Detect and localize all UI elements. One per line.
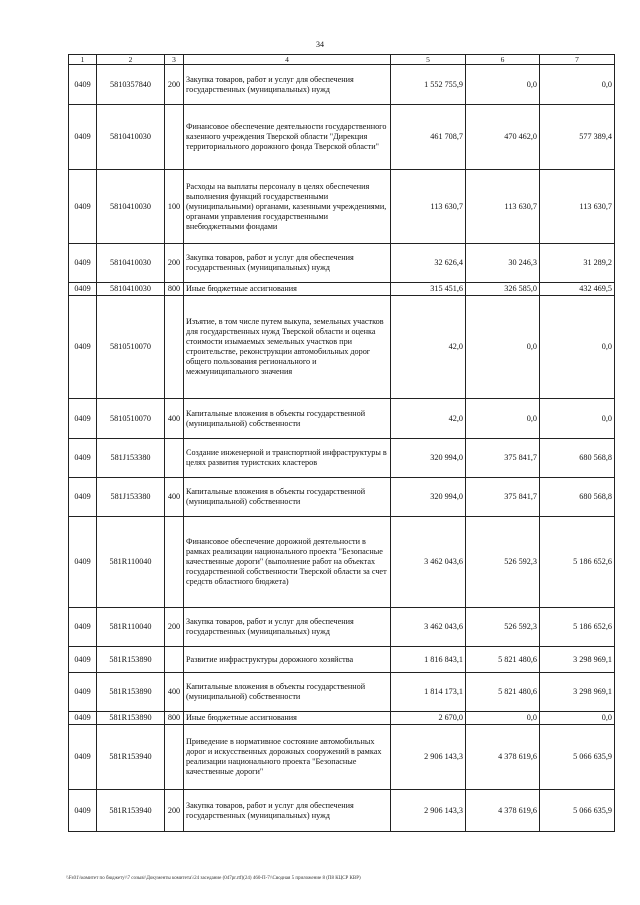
table-row <box>69 790 615 832</box>
expense-type-code <box>165 647 184 673</box>
amount-year-2: 0,0 <box>466 65 540 105</box>
table-row <box>69 517 615 608</box>
table-row <box>69 608 615 647</box>
amount-year-1: 42,0 <box>391 296 466 399</box>
amount-year-2: 5 821 480,6 <box>466 673 540 712</box>
target-article-code: 5810357840 <box>97 65 165 105</box>
amount-year-1: 320 994,0 <box>391 439 466 478</box>
target-article-code: 5810510070 <box>97 296 165 399</box>
page-number: 34 <box>316 40 324 49</box>
amount-year-3: 5 186 652,6 <box>540 517 615 608</box>
table-row <box>69 244 615 283</box>
target-article-code: 5810410030 <box>97 105 165 170</box>
section-code: 0409 <box>69 439 97 478</box>
amount-year-1: 1 816 843,1 <box>391 647 466 673</box>
amount-year-2: 375 841,7 <box>466 439 540 478</box>
expense-type-code: 400 <box>165 673 184 712</box>
amount-year-1: 1 814 173,1 <box>391 673 466 712</box>
amount-year-1: 1 552 755,9 <box>391 65 466 105</box>
amount-year-1: 113 630,7 <box>391 170 466 244</box>
amount-year-2: 113 630,7 <box>466 170 540 244</box>
item-name: Расходы на выплаты персоналу в целях обеспечения выполнения функций государственными (муниципальными) органами, казенными учреждениями, органами управления государственными внебюджетными фондами <box>184 170 391 244</box>
section-code: 0409 <box>69 790 97 832</box>
expense-type-code: 200 <box>165 790 184 832</box>
section-code: 0409 <box>69 712 97 725</box>
header-cell: 2 <box>97 55 165 65</box>
header-cell: 7 <box>540 55 615 65</box>
table-row <box>69 439 615 478</box>
expense-type-code: 200 <box>165 244 184 283</box>
target-article-code: 581R153890 <box>97 712 165 725</box>
section-code: 0409 <box>69 608 97 647</box>
amount-year-1: 2 906 143,3 <box>391 725 466 790</box>
header-cell: 6 <box>466 55 540 65</box>
amount-year-2: 0,0 <box>466 399 540 439</box>
table-row <box>69 647 615 673</box>
target-article-code: 581R153940 <box>97 725 165 790</box>
expense-type-code: 800 <box>165 712 184 725</box>
header-row <box>69 55 615 65</box>
amount-year-2: 0,0 <box>466 712 540 725</box>
header-cell: 3 <box>165 55 184 65</box>
target-article-code: 581J153380 <box>97 478 165 517</box>
item-name: Закупка товаров, работ и услуг для обеспечения государственных (муниципальных) нужд <box>184 608 391 647</box>
amount-year-2: 470 462,0 <box>466 105 540 170</box>
item-name: Иные бюджетные ассигнования <box>184 283 391 296</box>
target-article-code: 581J153380 <box>97 439 165 478</box>
target-article-code: 581R110040 <box>97 608 165 647</box>
item-name: Финансовое обеспечение деятельности государственного казенного учреждения Тверской области "Дирекция территориального дорожного фонда Тверской области" <box>184 105 391 170</box>
amount-year-1: 42,0 <box>391 399 466 439</box>
amount-year-2: 0,0 <box>466 296 540 399</box>
amount-year-1: 2 906 143,3 <box>391 790 466 832</box>
section-code: 0409 <box>69 296 97 399</box>
table-row <box>69 105 615 170</box>
target-article-code: 581R110040 <box>97 517 165 608</box>
target-article-code: 5810510070 <box>97 399 165 439</box>
expense-type-code: 200 <box>165 65 184 105</box>
table-row <box>69 725 615 790</box>
amount-year-2: 5 821 480,6 <box>466 647 540 673</box>
amount-year-3: 5 186 652,6 <box>540 608 615 647</box>
amount-year-3: 113 630,7 <box>540 170 615 244</box>
header-cell: 1 <box>69 55 97 65</box>
amount-year-1: 2 670,0 <box>391 712 466 725</box>
amount-year-3: 432 469,5 <box>540 283 615 296</box>
section-code: 0409 <box>69 673 97 712</box>
amount-year-3: 5 066 635,9 <box>540 790 615 832</box>
amount-year-3: 31 289,2 <box>540 244 615 283</box>
amount-year-2: 4 378 619,6 <box>466 790 540 832</box>
table-row <box>69 296 615 399</box>
table-row <box>69 170 615 244</box>
amount-year-1: 3 462 043,6 <box>391 517 466 608</box>
expense-type-code: 400 <box>165 399 184 439</box>
item-name: Финансовое обеспечение дорожной деятельности в рамках реализации национального проекта "Безопасные качественные дороги" (выполнение работ на объектах государственной собственности Тверской области за счет средств областного бюджета) <box>184 517 391 608</box>
amount-year-3: 680 568,8 <box>540 478 615 517</box>
amount-year-3: 3 298 969,1 <box>540 647 615 673</box>
expense-type-code: 400 <box>165 478 184 517</box>
footer-path: \\Fs01\\комитет по бюджету\\7 созыв\\Документы комитета\\24 заседание (047pr.rtf)(24) 460-П-7\\Сводная 5 приложение 8 (П8 КЦСР КВР) <box>66 876 361 881</box>
amount-year-3: 0,0 <box>540 296 615 399</box>
item-name: Иные бюджетные ассигнования <box>184 712 391 725</box>
header-cell: 5 <box>391 55 466 65</box>
amount-year-2: 526 592,3 <box>466 517 540 608</box>
amount-year-2: 326 585,0 <box>466 283 540 296</box>
section-code: 0409 <box>69 517 97 608</box>
section-code: 0409 <box>69 399 97 439</box>
expense-type-code <box>165 296 184 399</box>
amount-year-1: 32 626,4 <box>391 244 466 283</box>
item-name: Развитие инфраструктуры дорожного хозяйства <box>184 647 391 673</box>
expense-type-code <box>165 725 184 790</box>
section-code: 0409 <box>69 244 97 283</box>
item-name: Изъятие, в том числе путем выкупа, земельных участков для государственных нужд Тверской области и оценка стоимости изымаемых земельных участков при строительстве, реконструкции автомобильных дорог общего пользования регионального и межмуниципального значения <box>184 296 391 399</box>
item-name: Капитальные вложения в объекты государственной (муниципальной) собственности <box>184 673 391 712</box>
section-code: 0409 <box>69 478 97 517</box>
target-article-code: 5810410030 <box>97 244 165 283</box>
amount-year-1: 320 994,0 <box>391 478 466 517</box>
amount-year-3: 0,0 <box>540 399 615 439</box>
table-row <box>69 65 615 105</box>
header-cell: 4 <box>184 55 391 65</box>
amount-year-2: 375 841,7 <box>466 478 540 517</box>
target-article-code: 581R153940 <box>97 790 165 832</box>
table-row <box>69 283 615 296</box>
item-name: Создание инженерной и транспортной инфраструктуры в целях развития туристских кластеров <box>184 439 391 478</box>
table-row <box>69 399 615 439</box>
table-row <box>69 673 615 712</box>
target-article-code: 581R153890 <box>97 647 165 673</box>
target-article-code: 581R153890 <box>97 673 165 712</box>
table-row <box>69 712 615 725</box>
section-code: 0409 <box>69 647 97 673</box>
amount-year-2: 526 592,3 <box>466 608 540 647</box>
amount-year-3: 0,0 <box>540 712 615 725</box>
amount-year-2: 4 378 619,6 <box>466 725 540 790</box>
amount-year-1: 3 462 043,6 <box>391 608 466 647</box>
amount-year-1: 461 708,7 <box>391 105 466 170</box>
expense-type-code: 200 <box>165 608 184 647</box>
section-code: 0409 <box>69 170 97 244</box>
amount-year-3: 0,0 <box>540 65 615 105</box>
item-name: Закупка товаров, работ и услуг для обеспечения государственных (муниципальных) нужд <box>184 244 391 283</box>
table-row <box>69 478 615 517</box>
item-name: Капитальные вложения в объекты государственной (муниципальной) собственности <box>184 399 391 439</box>
item-name: Закупка товаров, работ и услуг для обеспечения государственных (муниципальных) нужд <box>184 790 391 832</box>
target-article-code: 5810410030 <box>97 170 165 244</box>
amount-year-2: 30 246,3 <box>466 244 540 283</box>
item-name: Закупка товаров, работ и услуг для обеспечения государственных (муниципальных) нужд <box>184 65 391 105</box>
amount-year-3: 680 568,8 <box>540 439 615 478</box>
expense-type-code: 800 <box>165 283 184 296</box>
expense-type-code <box>165 105 184 170</box>
expense-type-code <box>165 439 184 478</box>
amount-year-3: 3 298 969,1 <box>540 673 615 712</box>
expense-type-code: 100 <box>165 170 184 244</box>
amount-year-3: 577 389,4 <box>540 105 615 170</box>
item-name: Капитальные вложения в объекты государственной (муниципальной) собственности <box>184 478 391 517</box>
section-code: 0409 <box>69 65 97 105</box>
item-name: Приведение в нормативное состояние автомобильных дорог и искусственных дорожных сооружений в рамках реализации национального проекта "Безопасные качественные дороги" <box>184 725 391 790</box>
expense-type-code <box>165 517 184 608</box>
section-code: 0409 <box>69 725 97 790</box>
section-code: 0409 <box>69 105 97 170</box>
section-code: 0409 <box>69 283 97 296</box>
amount-year-1: 315 451,6 <box>391 283 466 296</box>
amount-year-3: 5 066 635,9 <box>540 725 615 790</box>
budget-table <box>68 54 615 832</box>
target-article-code: 5810410030 <box>97 283 165 296</box>
